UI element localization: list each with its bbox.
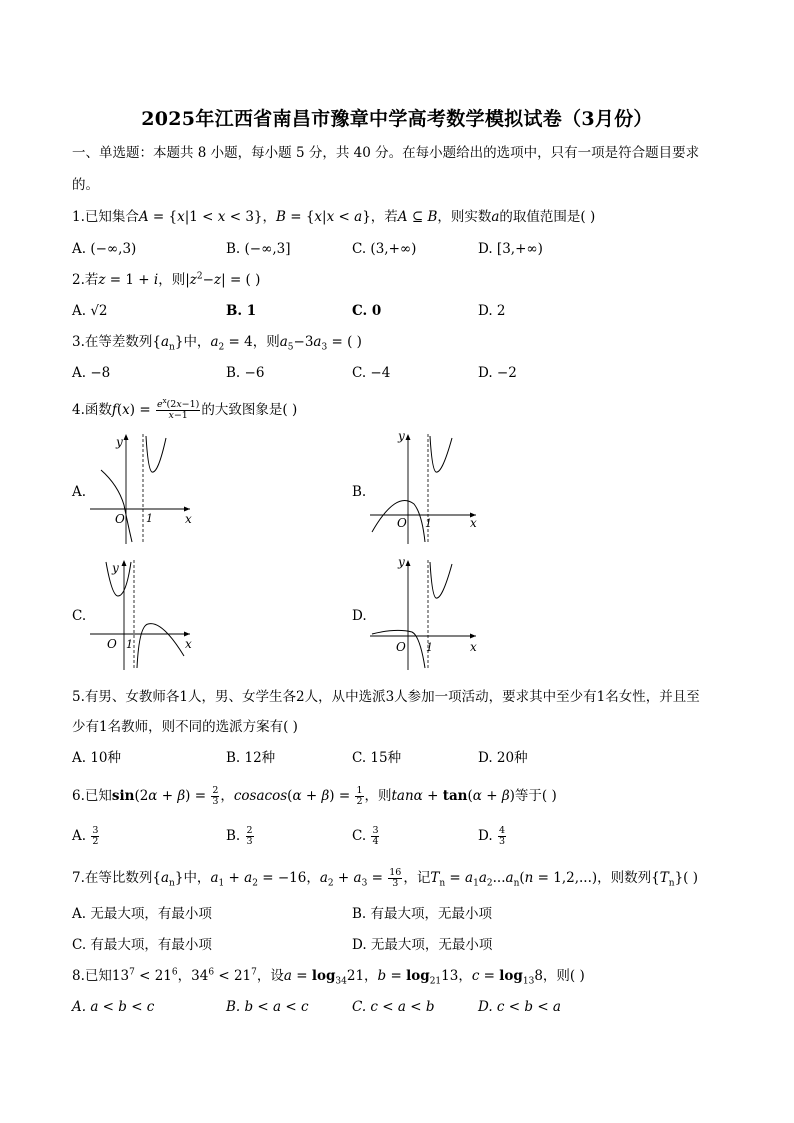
q7-option-a[interactable]: A. 无最大项，有最小项: [72, 906, 212, 922]
function-fraction: $\frac{e^x(2x-1)}{x-1}$: [156, 396, 200, 421]
q3-option-d[interactable]: D. −2: [478, 365, 517, 381]
x-axis-label: x: [185, 637, 192, 651]
x-axis-label: x: [470, 516, 477, 530]
y-axis-label: y: [116, 435, 123, 449]
q8-option-c[interactable]: C. c < a < b: [352, 999, 435, 1015]
tick-1-label: 1: [146, 512, 153, 525]
x-axis-label: x: [185, 512, 192, 526]
q2-option-b[interactable]: B. 1: [226, 303, 257, 319]
q2-option-d[interactable]: D. 2: [478, 303, 506, 319]
q2-option-c[interactable]: C. 0: [352, 303, 382, 319]
q8-option-d[interactable]: D. c < b < a: [478, 999, 561, 1015]
q6-option-c[interactable]: C. $\frac{3}{4}$: [352, 825, 379, 847]
q1-option-a[interactable]: A. (−∞,3): [72, 241, 137, 257]
graph-b[interactable]: [366, 430, 480, 545]
tick-1-label: 1: [126, 638, 133, 651]
graph-c[interactable]: [86, 556, 196, 671]
origin-label: O: [107, 637, 117, 651]
origin-label: O: [397, 516, 407, 530]
q1-option-c[interactable]: C. (3,+∞): [352, 241, 417, 257]
y-axis-label: y: [112, 561, 119, 575]
question-3: 3.在等差数列$\{a_n\}$中，$a_2 = 4$，则$a_5-3a_3$ = ( ): [72, 334, 362, 353]
q1-option-b[interactable]: B. (−∞,3]: [226, 241, 291, 257]
q8-option-b[interactable]: B. b < a < c: [226, 999, 309, 1015]
q7-option-d[interactable]: D. 无最大项，无最小项: [352, 937, 493, 953]
y-axis-label: y: [398, 556, 405, 569]
question-2: 2.若z = 1 + i，则$|z^2-z|$ = ( ): [72, 271, 261, 288]
x-axis-label: x: [470, 640, 477, 654]
q3-option-c[interactable]: C. −4: [352, 365, 391, 381]
origin-label: O: [396, 640, 406, 654]
q4-option-d[interactable]: D.: [352, 608, 367, 624]
q2-option-a[interactable]: A. √2: [72, 303, 108, 319]
q1-option-d[interactable]: D. [3,+∞): [478, 241, 543, 257]
question-1: 1.已知集合A = {x|1 < x < 3}，B = {x|x < a}，若A ⊆ B，则实数a的取值范围是( ): [72, 209, 596, 225]
q8-option-a[interactable]: A. a < b < c: [72, 999, 155, 1015]
q5-option-a[interactable]: A. 10种: [72, 750, 122, 766]
y-axis-label: y: [398, 430, 405, 443]
q4-option-a[interactable]: A.: [72, 484, 87, 500]
q7-option-b[interactable]: B. 有最大项，无最小项: [352, 906, 493, 922]
graph-d[interactable]: [366, 556, 480, 671]
question-8: 8.已知$13^7 < 21^6$，$34^6 < 21^7$，设$a = \log_{34}21$，$b = \log_{21}13$，$c = \log_{13}8$，则( ): [72, 967, 585, 987]
question-5: 5.有男、女教师各1人，男、女学生各2人，从中选派3人参加一项活动，要求其中至少有1名女性，并且至: [72, 689, 700, 705]
q5-option-d[interactable]: D. 20种: [478, 750, 528, 766]
tick-1-label: 1: [426, 641, 433, 654]
section-heading-line2: 的。: [72, 177, 99, 193]
q7-option-c[interactable]: C. 有最大项，有最小项: [72, 937, 212, 953]
question-number: 1.: [72, 209, 85, 225]
q5-option-b[interactable]: B. 12种: [226, 750, 276, 766]
q3-option-a[interactable]: A. −8: [72, 365, 111, 381]
q4-option-c[interactable]: C.: [72, 608, 87, 624]
page-title: 2025年江西省南昌市豫章中学高考数学模拟试卷（3月份）: [141, 108, 653, 130]
question-5-line2: 少有1名教师，则不同的选派方案有( ): [72, 719, 298, 735]
q6-option-d[interactable]: D. $\frac{4}{3}$: [478, 825, 505, 847]
q3-option-b[interactable]: B. −6: [226, 365, 265, 381]
question-7: 7.在等比数列$\{a_n\}$中，$a_1 + a_2 = -16$，$a_2 + a_3$ = $\frac{16}{3}$ ，记$T_n = a_1a_2...a_n(n = 1,2,...)$，则数列$\{T_n\}$( ): [72, 867, 698, 889]
section-heading-line1: 一、单选题：本题共 8 小题，每小题 5 分，共 40 分。在每小题给出的选项中，只有一项是符合题目要求: [72, 145, 700, 161]
q6-option-b[interactable]: B. $\frac{2}{3}$: [226, 825, 253, 847]
q4-option-b[interactable]: B.: [352, 484, 367, 500]
q6-option-a[interactable]: A. $\frac{3}{2}$: [72, 825, 99, 847]
graph-a[interactable]: [86, 430, 196, 545]
question-4: 4.函数f(x) = $\frac{e^x(2x-1)}{x-1}$ 的大致图象是( ): [72, 396, 298, 421]
q5-option-c[interactable]: C. 15种: [352, 750, 402, 766]
origin-label: O: [115, 512, 125, 526]
question-6: 6.已知sin(2α + β) = $\frac{2}{3}$ ，cosacos(α + β) = $\frac{1}{2}$ ，则tanα + tan(α + β)等于( ): [72, 785, 557, 807]
tick-1-label: 1: [425, 517, 432, 530]
